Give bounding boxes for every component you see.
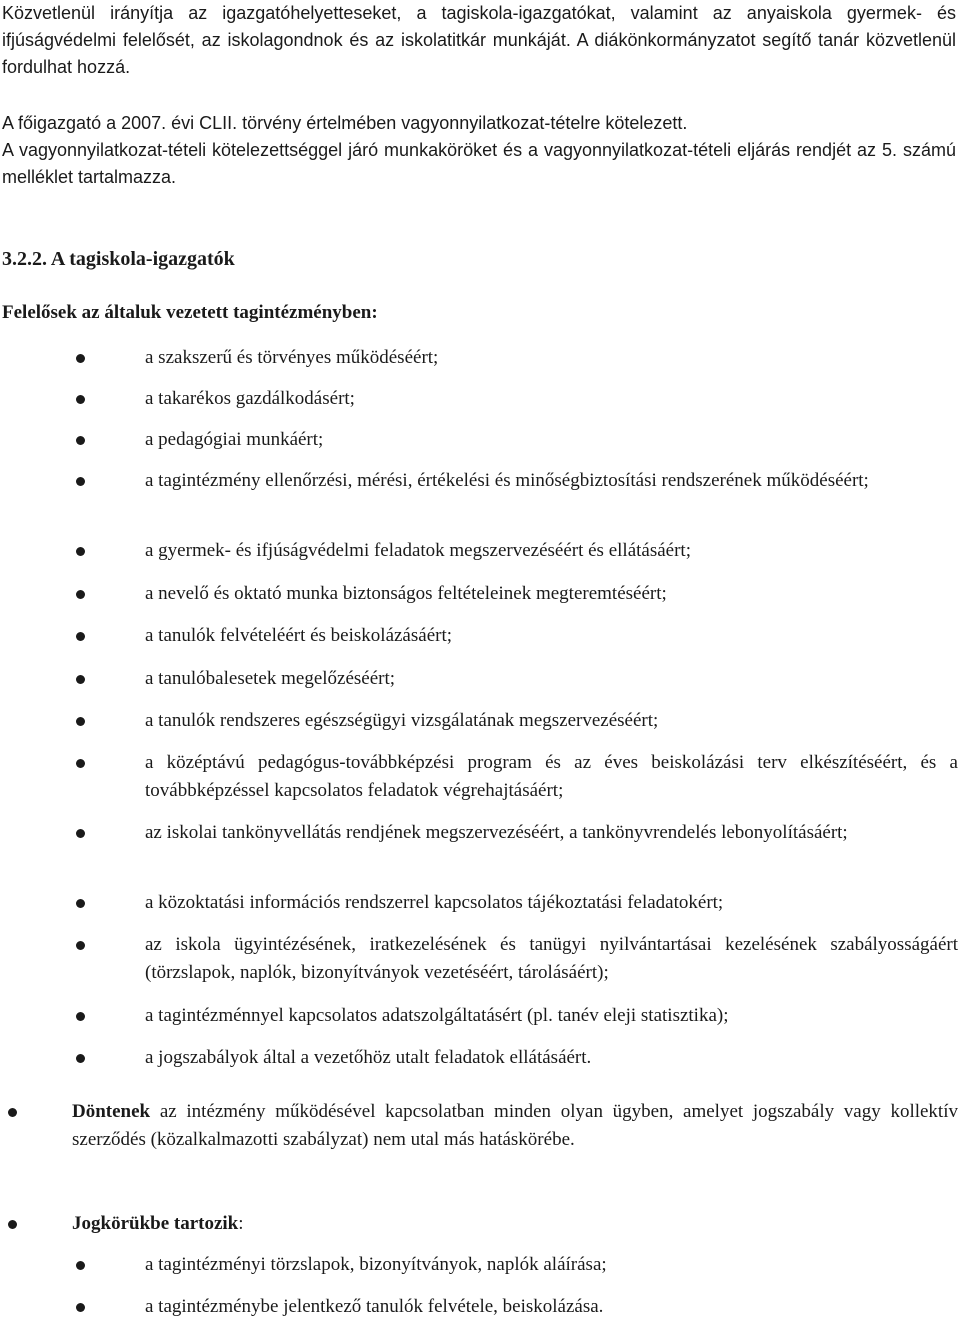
bullet-icon — [76, 436, 85, 445]
competence-colon: : — [238, 1213, 244, 1234]
decides-text: az intézmény működésével kapcsolatban minden olyan ügyben, amelyet jogszabály vagy kollektív szerződés (közalkalmazotti szabályzat) nem utal más hatáskörébe. — [72, 1101, 958, 1150]
bullet-icon — [8, 1108, 17, 1117]
decides-label: Döntenek — [72, 1101, 151, 1122]
bullet-icon — [8, 1220, 17, 1229]
bullet-icon — [76, 1303, 85, 1312]
bullet-icon — [76, 1261, 85, 1270]
bullet-icon — [76, 354, 85, 363]
bullet-icon — [76, 590, 85, 599]
intro-paragraph: Közvetlenül irányítja az igazgatóhelyetteseket, a tagiskola-igazgatókat, valamint az anyaiskola gyermek- és ifjúságvédelmi felelősét, az iskolagondnok és az iskolatitkár munkáját. A diákönkormányzatot segítő tanár közvetlenül fordulhat hozzá. — [2, 3, 956, 77]
bullet-icon — [76, 395, 85, 404]
bullet-icon — [76, 829, 85, 838]
competence-label: Jogkörükbe tartozik — [72, 1213, 239, 1234]
asset-declaration-annex-text: A vagyonnyilatkozat-tételi kötelezettséggel járó munkaköröket és a vagyonnyilatkozat-tételi eljárás rendjét az 5. számú melléklet tartalmazza. — [2, 140, 956, 187]
responsibilities-intro: Felelősek az általuk vezetett tagintézményben: — [2, 302, 378, 323]
bullet-icon — [76, 1054, 85, 1063]
bullet-icon — [76, 1012, 85, 1021]
bullet-icon — [76, 941, 85, 950]
asset-declaration-line: A főigazgató a 2007. évi CLII. törvény értelmében vagyonnyilatkozat-tételre kötelezett. — [2, 113, 688, 133]
bullet-icon — [76, 675, 85, 684]
asset-declaration-paragraph — [2, 110, 956, 191]
bullet-icon — [76, 632, 85, 641]
bullet-icon — [76, 717, 85, 726]
bullet-icon — [76, 547, 85, 556]
bullet-icon — [76, 899, 85, 908]
section-heading: 3.2.2. A tagiskola-igazgatók — [2, 248, 235, 270]
bullet-icon — [76, 477, 85, 486]
bullet-icon — [76, 759, 85, 768]
